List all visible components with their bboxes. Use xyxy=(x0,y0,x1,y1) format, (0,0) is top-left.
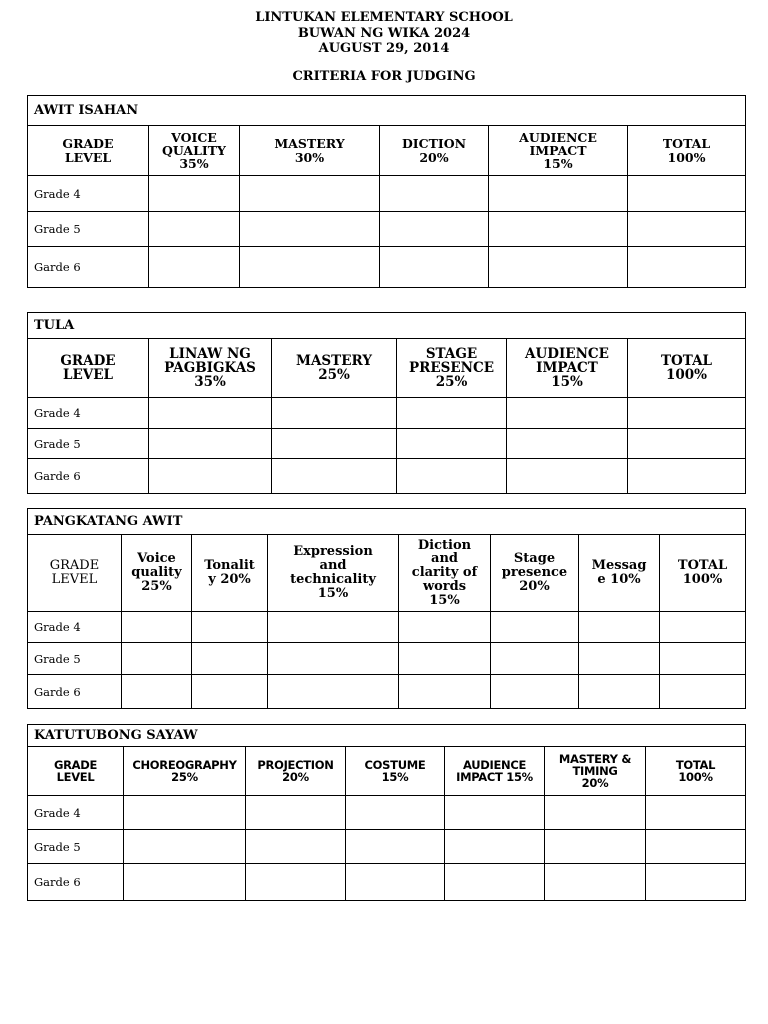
score-cell[interactable] xyxy=(268,612,399,643)
total-cell[interactable] xyxy=(660,643,746,675)
table-row xyxy=(28,675,746,709)
total-cell[interactable] xyxy=(628,247,746,288)
score-cell[interactable] xyxy=(489,247,628,288)
score-cell[interactable] xyxy=(397,459,507,494)
total-cell[interactable] xyxy=(628,459,746,494)
score-cell[interactable] xyxy=(149,429,272,459)
score-cell[interactable] xyxy=(149,247,240,288)
column-header-diction: DICTION 20% xyxy=(380,126,489,176)
table-row xyxy=(28,612,746,643)
grade-label: Garde 6 xyxy=(28,247,149,288)
score-cell[interactable] xyxy=(445,796,545,830)
grade-label: Grade 5 xyxy=(28,830,124,864)
total-cell[interactable] xyxy=(660,675,746,709)
score-cell[interactable] xyxy=(122,675,192,709)
grade-label: Grade 4 xyxy=(28,612,122,643)
score-cell[interactable] xyxy=(346,864,445,901)
column-header-costume: COSTUME 15% xyxy=(346,747,445,796)
score-cell[interactable] xyxy=(246,796,346,830)
section-title: AWIT ISAHAN xyxy=(28,96,746,126)
score-cell[interactable] xyxy=(124,796,246,830)
score-cell[interactable] xyxy=(268,643,399,675)
table-row xyxy=(28,830,746,864)
column-header-total: TOTAL 100% xyxy=(628,339,746,398)
total-cell[interactable] xyxy=(628,212,746,247)
score-cell[interactable] xyxy=(397,398,507,429)
score-cell[interactable] xyxy=(240,212,380,247)
criteria-table-katutubong-sayaw xyxy=(27,724,746,901)
score-cell[interactable] xyxy=(489,212,628,247)
criteria-table-awit-isahan xyxy=(27,95,746,288)
grade-label: Grade 4 xyxy=(28,398,149,429)
score-cell[interactable] xyxy=(346,830,445,864)
grade-label: Grade 5 xyxy=(28,643,122,675)
column-header-total: TOTAL 100% xyxy=(628,126,746,176)
section-title: PANGKATANG AWIT xyxy=(28,509,746,535)
column-header-expression-technicality: Expression and technicality 15% xyxy=(268,535,399,612)
score-cell[interactable] xyxy=(149,459,272,494)
total-cell[interactable] xyxy=(628,176,746,212)
total-cell[interactable] xyxy=(628,398,746,429)
grade-label: Garde 6 xyxy=(28,675,122,709)
score-cell[interactable] xyxy=(246,830,346,864)
score-cell[interactable] xyxy=(272,398,397,429)
score-cell[interactable] xyxy=(491,612,579,643)
grade-label: Garde 6 xyxy=(28,864,124,901)
score-cell[interactable] xyxy=(240,176,380,212)
score-cell[interactable] xyxy=(491,675,579,709)
event-date: AUGUST 29, 2014 xyxy=(318,41,450,56)
column-header-voice-quality: Voice quality 25% xyxy=(122,535,192,612)
score-cell[interactable] xyxy=(246,864,346,901)
score-cell[interactable] xyxy=(489,176,628,212)
grade-label: Grade 4 xyxy=(28,796,124,830)
column-header-mastery: MASTERY 25% xyxy=(272,339,397,398)
table-row xyxy=(28,176,746,212)
score-cell[interactable] xyxy=(579,675,660,709)
score-cell[interactable] xyxy=(122,643,192,675)
column-header-total: TOTAL 100% xyxy=(646,747,746,796)
column-header-projection: PROJECTION 20% xyxy=(246,747,346,796)
column-header-mastery: MASTERY 30% xyxy=(240,126,380,176)
score-cell[interactable] xyxy=(579,612,660,643)
score-cell[interactable] xyxy=(380,212,489,247)
column-header-audience-impact: AUDIENCE IMPACT 15% xyxy=(507,339,628,398)
grade-label: Grade 5 xyxy=(28,429,149,459)
grade-label: Grade 4 xyxy=(28,176,149,212)
score-cell[interactable] xyxy=(149,176,240,212)
table-row xyxy=(28,459,746,494)
grade-label: Grade 5 xyxy=(28,212,149,247)
score-cell[interactable] xyxy=(507,459,628,494)
column-header-voice-quality: VOICE QUALITY 35% xyxy=(149,126,240,176)
column-header-tonality: Tonalit y 20% xyxy=(192,535,268,612)
table-row xyxy=(28,429,746,459)
score-cell[interactable] xyxy=(545,830,646,864)
column-header-grade-level: GRADE LEVEL xyxy=(28,339,149,398)
event-name: BUWAN NG WIKA 2024 xyxy=(297,26,471,41)
score-cell[interactable] xyxy=(491,643,579,675)
column-header-linaw-ng-pagbigkas: LINAW NG PAGBIGKAS 35% xyxy=(149,339,272,398)
total-cell[interactable] xyxy=(660,612,746,643)
table-row xyxy=(28,212,746,247)
total-cell[interactable] xyxy=(646,864,746,901)
table-row xyxy=(28,247,746,288)
score-cell[interactable] xyxy=(380,176,489,212)
score-cell[interactable] xyxy=(545,796,646,830)
column-header-grade-level: GRADE LEVEL xyxy=(28,535,122,612)
score-cell[interactable] xyxy=(380,247,489,288)
column-header-grade-level: GRADE LEVEL xyxy=(28,126,149,176)
column-header-diction-clarity: Diction and clarity of words 15% xyxy=(399,535,491,612)
table-row xyxy=(28,398,746,429)
score-cell[interactable] xyxy=(124,864,246,901)
score-cell[interactable] xyxy=(122,612,192,643)
score-cell[interactable] xyxy=(399,675,491,709)
score-cell[interactable] xyxy=(397,429,507,459)
score-cell[interactable] xyxy=(507,398,628,429)
column-header-stage-presence: Stage presence 20% xyxy=(491,535,579,612)
section-title: KATUTUBONG SAYAW xyxy=(28,725,746,747)
score-cell[interactable] xyxy=(545,864,646,901)
score-cell[interactable] xyxy=(192,612,268,643)
score-cell[interactable] xyxy=(124,830,246,864)
column-header-total: TOTAL 100% xyxy=(660,535,746,612)
score-cell[interactable] xyxy=(272,459,397,494)
score-cell[interactable] xyxy=(445,864,545,901)
score-cell[interactable] xyxy=(268,675,399,709)
criteria-table-tula xyxy=(27,312,746,494)
school-name: LINTUKAN ELEMENTARY SCHOOL xyxy=(255,10,513,25)
score-cell[interactable] xyxy=(579,643,660,675)
column-header-audience-impact: AUDIENCE IMPACT 15% xyxy=(445,747,545,796)
criteria-heading: CRITERIA FOR JUDGING xyxy=(292,69,476,84)
column-header-grade-level: GRADE LEVEL xyxy=(28,747,124,796)
column-header-stage-presence: STAGE PRESENCE 25% xyxy=(397,339,507,398)
column-header-audience-impact: AUDIENCE IMPACT 15% xyxy=(489,126,628,176)
score-cell[interactable] xyxy=(192,643,268,675)
score-cell[interactable] xyxy=(192,675,268,709)
score-cell[interactable] xyxy=(149,212,240,247)
column-header-message: Messag e 10% xyxy=(579,535,660,612)
score-cell[interactable] xyxy=(399,612,491,643)
criteria-table-pangkatang-awit xyxy=(27,508,746,709)
score-cell[interactable] xyxy=(346,796,445,830)
total-cell[interactable] xyxy=(646,796,746,830)
score-cell[interactable] xyxy=(149,398,272,429)
score-cell[interactable] xyxy=(240,247,380,288)
column-header-choreography: CHOREOGRAPHY 25% xyxy=(124,747,246,796)
total-cell[interactable] xyxy=(628,429,746,459)
score-cell[interactable] xyxy=(507,429,628,459)
section-title: TULA xyxy=(28,313,746,339)
score-cell[interactable] xyxy=(445,830,545,864)
score-cell[interactable] xyxy=(399,643,491,675)
grade-label: Garde 6 xyxy=(28,459,149,494)
table-row xyxy=(28,864,746,901)
column-header-mastery-timing: MASTERY & TIMING 20% xyxy=(545,747,646,796)
score-cell[interactable] xyxy=(272,429,397,459)
total-cell[interactable] xyxy=(646,830,746,864)
table-row xyxy=(28,796,746,830)
table-row xyxy=(28,643,746,675)
